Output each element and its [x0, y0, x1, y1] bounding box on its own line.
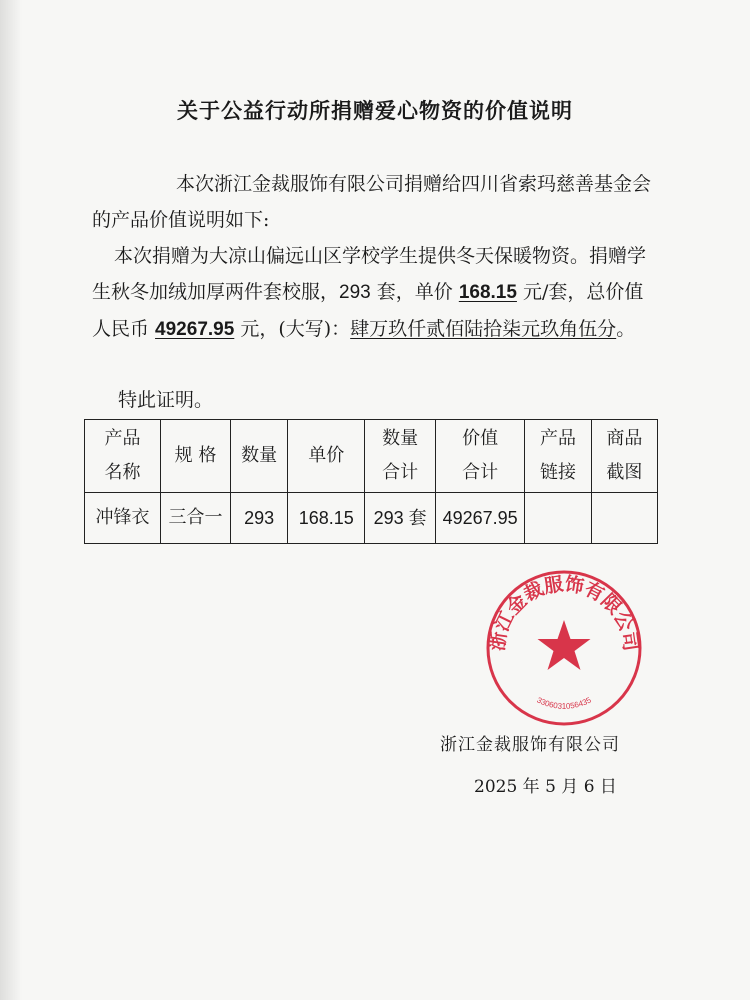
donation-paragraph: [92, 238, 662, 348]
cell-product-screenshot: [591, 493, 657, 544]
header-quantity-total: 数量 合计: [365, 420, 436, 493]
cell-quantity: 293: [231, 493, 288, 544]
header-unit-price: 单价: [288, 420, 365, 493]
header-quantity: 数量: [231, 420, 288, 493]
total-value: 49267.95: [155, 319, 235, 340]
donation-text-3: 元/套，总价值人民币: [92, 281, 644, 340]
cell-unit-price: 168.15: [288, 493, 365, 544]
donation-quantity: 293: [339, 282, 371, 303]
donation-text-2: 套，单价: [370, 281, 459, 303]
header-value-total: 价值 合计: [435, 420, 525, 493]
document-title: 关于公益行动所捐赠爱心物资的价值说明: [177, 99, 573, 123]
intro-paragraph: 本次浙江金裁服饰有限公司捐赠给四川省索玛慈善基金会的产品价值说明如下:: [92, 173, 652, 231]
scan-edge-shadow: [0, 0, 22, 1000]
donation-text-5: 。: [616, 318, 636, 340]
cell-product-link: [525, 493, 591, 544]
header-spec: 规 格: [160, 420, 230, 493]
unit-price: 168.15: [458, 282, 517, 303]
header-product-name: 产品 名称: [85, 420, 161, 493]
header-product-link: 产品 链接: [525, 420, 591, 493]
cell-value-total: 49267.95: [435, 493, 525, 544]
company-seal: [484, 568, 644, 728]
cell-spec: 三合一: [160, 493, 230, 544]
items-table: [84, 419, 658, 544]
certification-line: 特此证明。: [118, 389, 214, 411]
signature-date: 2025 年 5 月 6 日: [474, 777, 617, 797]
total-value-uppercase: 肆万玖仟贰佰陆拾柒元玖角伍分: [350, 318, 617, 340]
cell-product-name: 冲锋衣: [85, 493, 161, 544]
table-row: [85, 493, 658, 544]
seal-star-icon: [538, 620, 591, 670]
table-header-row: [85, 420, 658, 493]
seal-code: 3306031056435: [535, 695, 593, 711]
signature-company: 浙江金裁服饰有限公司: [440, 735, 620, 755]
header-product-screenshot: 商品 截图: [591, 420, 657, 493]
seal-text: 浙江金裁服饰有限公司: [486, 573, 642, 653]
donation-text-4: 元，(大写)：: [234, 318, 351, 340]
cell-quantity-total: 293 套: [365, 493, 436, 544]
donation-text: 本次捐赠为大凉山偏远山区学校学生提供冬天保暖物资。捐赠学生秋冬加绒加厚两件套校服，: [92, 245, 647, 303]
